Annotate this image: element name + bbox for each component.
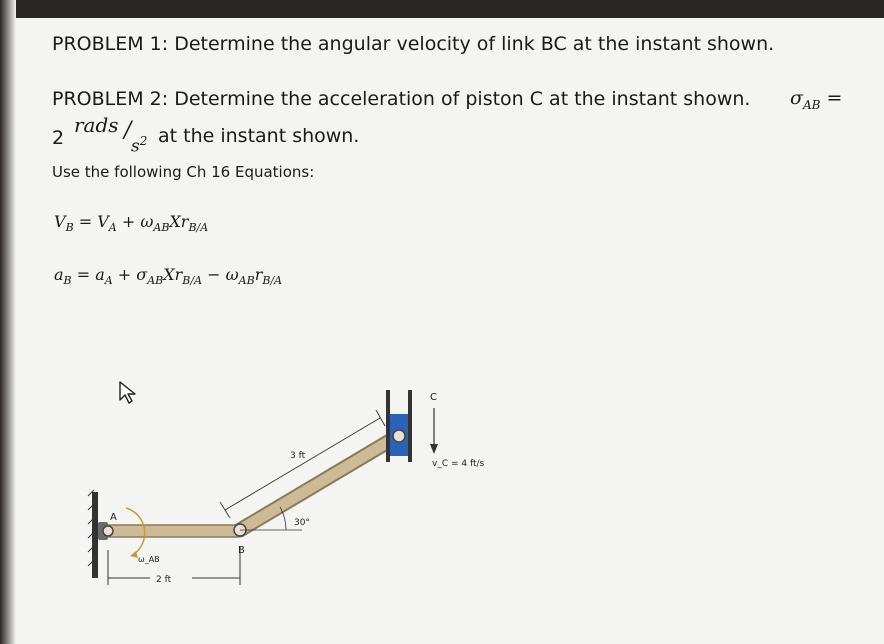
label-a: A — [110, 512, 117, 523]
dimension-2ft: 2 ft — [156, 575, 172, 585]
mechanism-figure — [80, 370, 540, 610]
velocity-label: v_C = 4 ft/s — [432, 459, 485, 469]
dimension-3ft: 3 ft — [290, 451, 306, 461]
velocity-equation: $V_B = V_A + \omega_{AB}Xr_{B/A}$ — [54, 212, 209, 235]
label-omega-ab: ω_AB — [138, 555, 160, 564]
alpha-suffix: at the instant shown. — [158, 125, 360, 147]
alpha-symbol: $\sigma_{AB}$ = — [790, 87, 843, 112]
piston-c — [386, 390, 412, 462]
pin-a — [103, 526, 113, 536]
problem-2-text: PROBLEM 2: Determine the acceleration of piston C at the instant shown. — [52, 88, 751, 110]
photo-top-edge — [0, 0, 884, 18]
alpha-unit-denominator: $s^2$ — [131, 134, 148, 157]
label-c: C — [430, 392, 437, 403]
label-b: B — [238, 545, 245, 556]
alpha-unit-numerator: rads — [74, 113, 119, 137]
photo-left-edge — [0, 0, 16, 644]
angle-30: 30° — [294, 518, 310, 528]
instructions-text: Use the following Ch 16 Equations: — [52, 163, 315, 181]
link-ab — [104, 525, 242, 537]
alpha-value: 2 — [52, 127, 65, 149]
alpha-unit-slash: / — [124, 118, 132, 143]
problem-1-text: PROBLEM 1: Determine the angular velocity of link BC at the instant shown. — [52, 33, 775, 55]
acceleration-equation: $a_B = a_A + \sigma_{AB}Xr_{B/A} - \omega_{AB}r_{B/A}$ — [54, 265, 283, 288]
